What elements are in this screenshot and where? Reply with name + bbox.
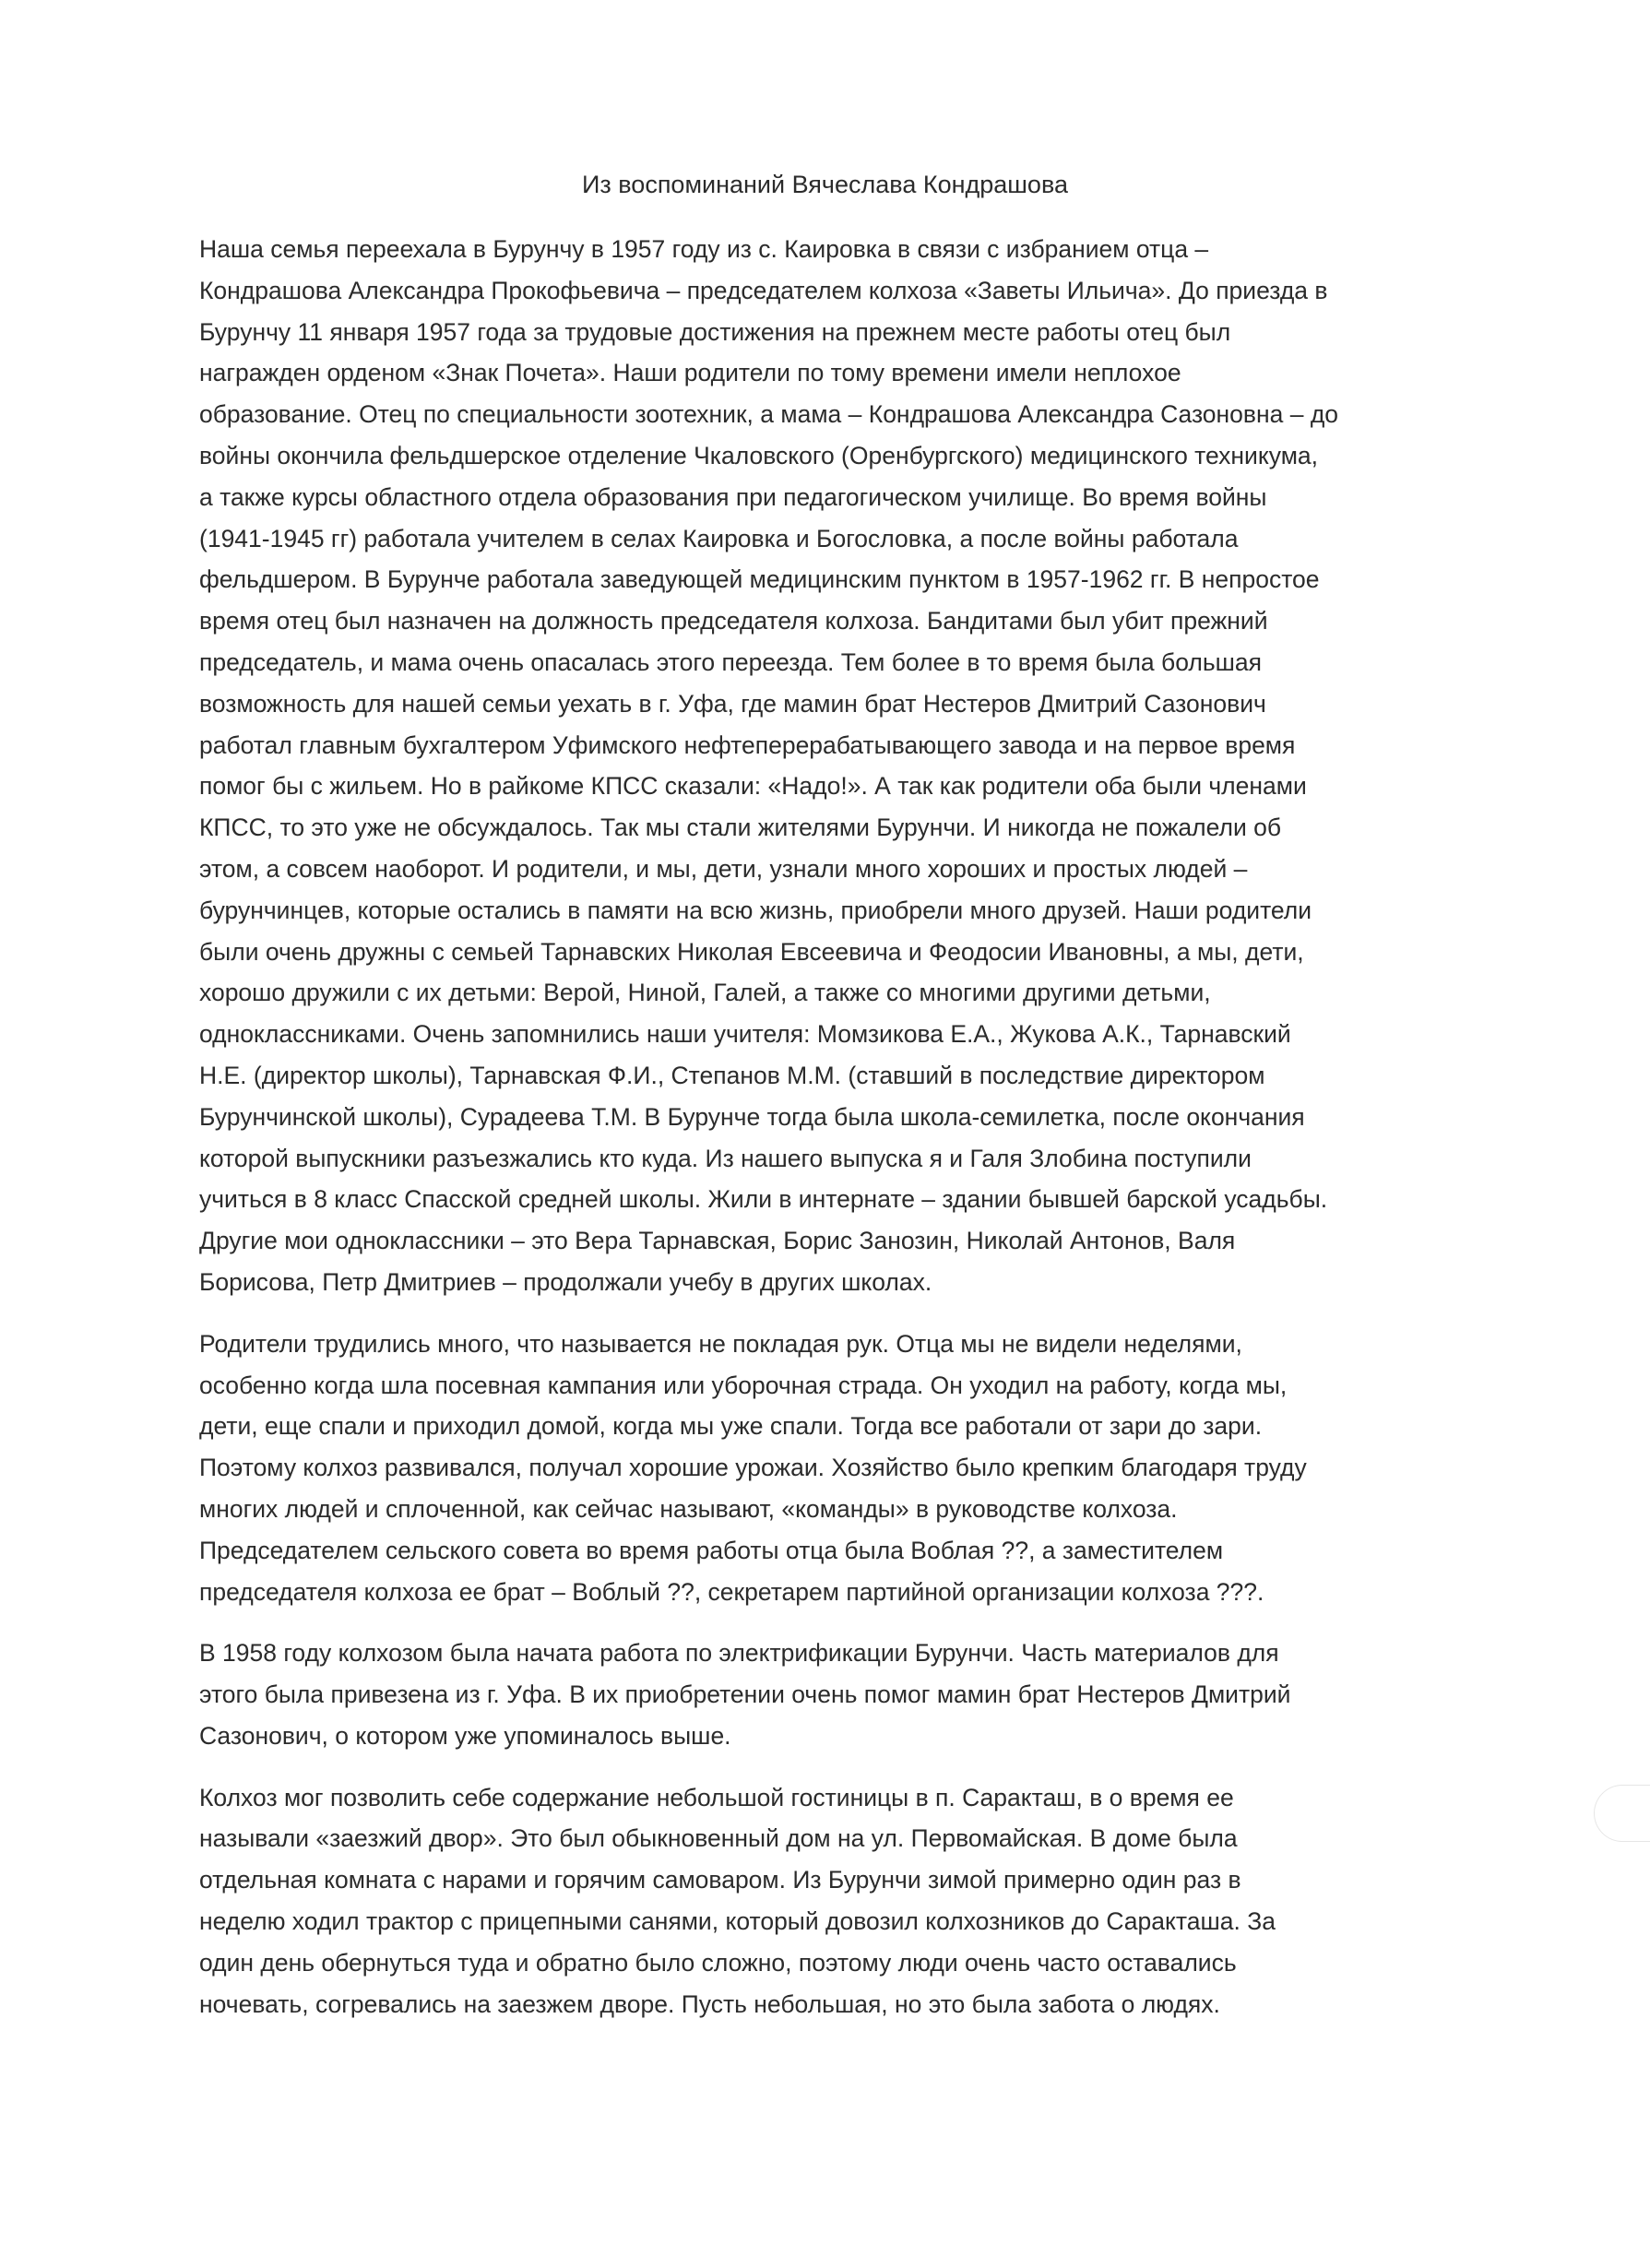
text-line: Поэтому колхоз развивался, получал хорошие урожаи. Хозяйство было крепким благодаря труду — [199, 1454, 1307, 1482]
text-line: время отец был назначен на должность председателя колхоза. Бандитами был убит прежний — [199, 607, 1268, 635]
text-line: одноклассниками. Очень запомнились наши учителя: Момзикова Е.А., Жукова А.К., Тарнавский — [199, 1020, 1291, 1049]
paragraph — [199, 229, 1435, 1303]
text-line: Председателем сельского совета во время работы отца была Воблая ??, а заместителем — [199, 1536, 1224, 1564]
text-line: В 1958 году колхозом была начата работа по электрификации Бурунчи. Часть материалов для — [199, 1639, 1279, 1668]
paragraph — [199, 1777, 1435, 2025]
text-line: особенно когда шла посевная кампания или уборочная страда. Он уходил на работу, когда мы, — [199, 1371, 1288, 1399]
text-line: ночевать, согревались на заезжем дворе. Пусть небольшая, но это была забота о людях. — [199, 1989, 1220, 2018]
text-line: председателя колхоза ее брат – Воблый ??, секретарем партийной организации колхоза ???. — [199, 1577, 1264, 1606]
document-title: Из воспоминаний Вячеслава Кондрашова — [581, 171, 1069, 198]
text-line: Колхоз мог позволить себе содержание небольшой гостиницы в п. Саракташ, в о время ее — [199, 1783, 1234, 1811]
text-line: (1941-1945 гг) работала учителем в селах Каировка и Богословка, а после войны работала — [199, 524, 1239, 552]
text-line: называли «заезжий двор». Это был обыкновенный дом на ул. Первомайская. В доме была — [199, 1824, 1238, 1853]
text-line: Наша семья переехала в Бурунчу в 1957 году из с. Каировка в связи с избранием отца – — [199, 235, 1209, 263]
text-line: этого была привезена из г. Уфа. В их приобретении очень помог мамин брат Нестеров Дмитрий — [199, 1680, 1291, 1709]
text-line: дети, еще спали и приходил домой, когда мы уже спали. Тогда все работали от зари до зари. — [199, 1412, 1263, 1441]
paragraph — [199, 1324, 1435, 1613]
text-line: этом, а совсем наоборот. И родители, и мы, дети, узнали много хороших и простых людей – — [199, 854, 1248, 883]
text-line: неделю ходил трактор с прицепными санями, который довозил колхозников до Саракташа. За — [199, 1907, 1276, 1936]
text-line: Н.Е. (директор школы), Тарнавская Ф.И., Степанов М.М. (ставший в последствие директором — [199, 1061, 1265, 1089]
text-line: а также курсы областного отдела образования при педагогическом училище. Во время войны — [199, 482, 1267, 511]
text-line: Сазонович, о котором уже упоминалось выше. — [199, 1721, 731, 1750]
text-line: многих людей и сплоченной, как сейчас называют, «команды» в руководстве колхоза. — [199, 1494, 1178, 1523]
text-line: бурунчинцев, которые остались в памяти на всю жизнь, приобрели много друзей. Наши родители — [199, 896, 1312, 924]
text-line: КПСС, то это уже не обсуждалось. Так мы стали жителями Бурунчи. И никогда не пожалели об — [199, 813, 1282, 842]
scan-edge-mark — [1594, 1785, 1650, 1842]
text-line: награжден орденом «Знак Почета». Наши родители по тому времени имели неплохое — [199, 359, 1181, 387]
paragraph — [199, 1633, 1435, 1756]
text-line: помог бы с жильем. Но в райкоме КПСС сказали: «Надо!». А так как родители оба были членами — [199, 772, 1307, 801]
text-line: работал главным бухгалтером Уфимского нефтеперерабатывающего завода и на первое время — [199, 730, 1296, 759]
text-line: председатель, и мама очень опасалась этого переезда. Тем более в то время была большая — [199, 647, 1262, 676]
text-line: Бурунчинской школы), Сурадеева Т.М. В Бурунче тогда была школа-семилетка, после окончания — [199, 1102, 1305, 1131]
text-line: Родители трудились много, что называется не покладая рук. Отца мы не видели неделями, — [199, 1329, 1242, 1358]
text-line: отдельная комната с нарами и горячим самоваром. Из Бурунчи зимой примерно один раз в — [199, 1866, 1241, 1894]
text-line: учиться в 8 класс Спасской средней школы. Жили в интернате – здании бывшей барской усадьбы. — [199, 1185, 1328, 1214]
text-line: возможность для нашей семьи уехать в г. Уфа, где мамин брат Нестеров Дмитрий Сазонович — [199, 689, 1266, 718]
text-line: фельдшером. В Бурунче работала заведующей медицинским пунктом в 1957-1962 гг. В непростое — [199, 565, 1320, 594]
text-line: хорошо дружили с их детьми: Верой, Ниной, Галей, а также со многими другими детьми, — [199, 979, 1211, 1007]
text-line: войны окончила фельдшерское отделение Чкаловского (Оренбургского) медицинского техникума, — [199, 441, 1319, 469]
text-line: Бурунчу 11 января 1957 года за трудовые достижения на прежнем месте работы отец был — [199, 317, 1231, 346]
text-line: Кондрашова Александра Прокофьевича – председателем колхоза «Заветы Ильича». До приезда в — [199, 276, 1328, 304]
text-line: которой выпускники разъезжались кто куда. Из нашего выпуска я и Галя Злобина поступили — [199, 1144, 1252, 1172]
text-line: образование. Отец по специальности зоотехник, а мама – Кондрашова Александра Сазоновна – до — [199, 400, 1339, 429]
text-line: Другие мои одноклассники – это Вера Тарнавская, Борис Занозин, Николай Антонов, Валя — [199, 1227, 1236, 1255]
document-body — [199, 229, 1435, 2045]
text-line: один день обернуться туда и обратно было сложно, поэтому люди очень часто оставались — [199, 1948, 1237, 1977]
text-line: Борисова, Петр Дмитриев – продолжали учебу в других школах. — [199, 1267, 932, 1296]
text-line: были очень дружны с семьей Тарнавских Николая Евсеевича и Феодосии Ивановны, а мы, дети, — [199, 937, 1304, 966]
